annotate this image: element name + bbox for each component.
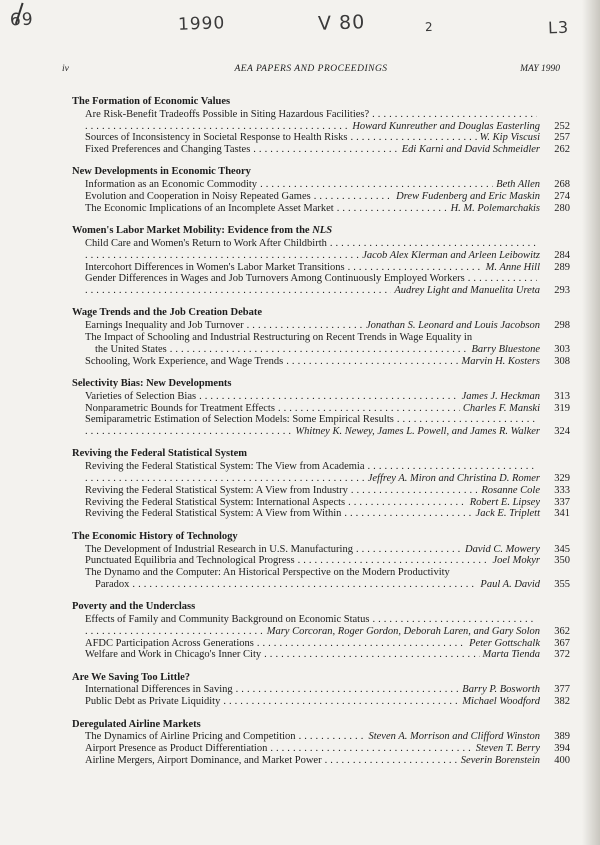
entry-page-number: 262	[554, 144, 570, 156]
entry-page-number: 394	[554, 743, 570, 755]
entry-authors: W. Kip Viscusi	[479, 132, 540, 144]
entry-title: Reviving the Federal Statistical System: The View from Academia	[85, 461, 365, 473]
toc-entry	[72, 320, 570, 332]
section-title-text: Poverty and the Underclass	[72, 601, 196, 613]
dot-leader	[85, 426, 292, 438]
dot-leader	[85, 473, 365, 485]
entry-page-number: 377	[554, 684, 570, 696]
entry-title: Child Care and Women's Return to Work After Childbirth	[85, 237, 327, 249]
page-number: iv	[62, 64, 69, 74]
handwritten-year: 1990	[177, 13, 226, 35]
section-title-text: Deregulated Airline Markets	[72, 718, 201, 730]
entry-page-number: 389	[554, 731, 570, 743]
toc-section	[72, 601, 570, 661]
entry-page-number: 345	[554, 543, 570, 555]
toc-entry	[72, 485, 570, 497]
dot-leader	[278, 403, 460, 415]
entry-page-number: 329	[554, 473, 570, 485]
entry-authors: Paul A. David	[480, 578, 540, 590]
toc-entry	[72, 273, 570, 297]
table-of-contents	[72, 96, 570, 777]
toc-entry	[72, 191, 570, 203]
handwritten-volume: V 80	[317, 11, 366, 35]
entry-authors: Steven A. Morrison and Clifford Winston	[368, 731, 540, 743]
entry-title-continued: Paradox	[95, 578, 130, 590]
entry-page-number: 337	[554, 496, 570, 508]
entry-line	[85, 144, 540, 156]
entry-line	[85, 332, 540, 344]
section-title	[72, 378, 570, 390]
entry-authors: Michael Woodford	[462, 696, 540, 708]
entry-title: Are Risk-Benefit Tradeoffs Possible in Siting Hazardous Facilities?	[85, 108, 370, 120]
entry-title: Semiparametric Estimation of Selection Models: Some Empirical Results	[85, 414, 394, 426]
section-title-text: The Economic History of Technology	[72, 530, 238, 542]
entry-title: The Dynamics of Airline Pricing and Competition	[85, 731, 296, 743]
toc-entry	[72, 391, 570, 403]
handwritten-left-number: 69	[9, 9, 34, 31]
entry-page-number: 382	[554, 696, 570, 708]
entry-line	[85, 285, 540, 297]
entry-line	[85, 344, 540, 356]
section-title	[72, 672, 570, 684]
entry-authors: Rosanne Cole	[481, 484, 540, 496]
handwritten-issue: 2	[424, 19, 434, 35]
handwritten-right-code: L3	[547, 17, 570, 38]
entry-authors: Barry Bluestone	[471, 343, 540, 355]
entry-authors: Charles F. Manski	[462, 402, 540, 414]
entry-title: Public Debt as Private Liquidity	[85, 696, 221, 708]
entry-authors: Jonathan S. Leonard and Louis Jacobson	[365, 320, 540, 332]
section-title	[72, 531, 570, 543]
dot-leader	[325, 755, 458, 767]
toc-entry	[72, 238, 570, 262]
entry-title: Sources of Inconsistency in Societal Response to Health Risks	[85, 132, 348, 144]
entry-line	[85, 614, 540, 626]
entry-line	[85, 473, 540, 485]
entry-page-number: 341	[554, 508, 570, 520]
entry-authors: Drew Fudenberg and Eric Maskin	[396, 191, 540, 203]
entry-page-number: 372	[554, 649, 570, 661]
entry-title: Nonparametric Bounds for Treatment Effects	[85, 402, 275, 414]
entry-line	[85, 485, 540, 497]
dot-leader	[257, 638, 466, 650]
entry-title: Intercohort Differences in Women's Labor Market Transitions	[85, 261, 345, 273]
entry-title: Gender Differences in Wages and Job Turnovers Among Continuously Employed Workers	[85, 273, 465, 285]
toc-entry	[72, 755, 570, 767]
toc-section	[72, 378, 570, 438]
toc-section	[72, 96, 570, 156]
section-title-text: Selectivity Bias: New Developments	[72, 377, 232, 389]
entry-title: Schooling, Work Experience, and Wage Trends	[85, 355, 284, 367]
entry-authors: Steven T. Berry	[475, 743, 540, 755]
entry-title: Punctuated Equilibria and Technological Progress	[85, 555, 295, 567]
entry-authors: Audrey Light and Manuelita Ureta	[394, 285, 540, 297]
toc-entry	[72, 731, 570, 743]
section-title	[72, 601, 570, 613]
toc-entry	[72, 144, 570, 156]
dot-leader	[247, 320, 363, 332]
entry-authors: M. Anne Hill	[485, 261, 540, 273]
entry-authors: Mary Corcoran, Roger Gordon, Deborah Laren, and Gary Solon	[266, 625, 540, 637]
entry-authors: Howard Kunreuther and Douglas Easterling	[352, 120, 540, 132]
toc-entry	[72, 403, 570, 415]
entry-page-number: 252	[554, 120, 570, 132]
entry-authors: Jeffrey A. Miron and Christina D. Romer	[367, 473, 540, 485]
entry-line	[85, 544, 540, 556]
entry-authors: Jacob Alex Klerman and Arleen Leibowitz	[362, 249, 540, 261]
running-head	[62, 64, 560, 78]
section-title	[72, 719, 570, 731]
toc-entry	[72, 544, 570, 556]
entry-page-number: 257	[554, 132, 570, 144]
toc-entry	[72, 109, 570, 133]
entry-line	[85, 508, 540, 520]
toc-entry	[72, 203, 570, 215]
toc-section	[72, 166, 570, 214]
entry-page-number: 367	[554, 637, 570, 649]
entry-line	[85, 638, 540, 650]
entry-line	[85, 743, 540, 755]
toc-entry	[72, 567, 570, 591]
entry-authors: Jack E. Triplett	[475, 508, 540, 520]
toc-entry	[72, 414, 570, 438]
section-title-text: Wage Trends and the Job Creation Debate	[72, 307, 262, 319]
dot-leader	[170, 344, 469, 356]
entry-title: The Dynamo and the Computer: An Historical Perspective on the Modern Productivity	[85, 567, 450, 579]
toc-section	[72, 307, 570, 367]
entry-authors: Whitney K. Newey, James L. Powell, and James R. Walker	[295, 426, 540, 438]
entry-line	[85, 273, 540, 285]
section-title-text: New Developments in Economic Theory	[72, 166, 251, 178]
toc-entry	[72, 332, 570, 356]
entry-line	[85, 320, 540, 332]
dot-leader	[348, 262, 483, 274]
issue-date: MAY 1990	[520, 64, 560, 74]
entry-line	[85, 696, 540, 708]
entry-line	[85, 179, 540, 191]
dot-leader	[372, 614, 537, 626]
toc-entry	[72, 356, 570, 368]
entry-title: Reviving the Federal Statistical System: A View from Industry	[85, 484, 348, 496]
entry-authors: H. M. Polemarchakis	[450, 202, 540, 214]
entry-line	[85, 579, 540, 591]
entry-page-number: 308	[554, 355, 570, 367]
entry-title: Earnings Inequality and Job Turnover	[85, 320, 244, 332]
section-title	[72, 448, 570, 460]
entry-line	[85, 567, 540, 579]
entry-title: Reviving the Federal Statistical System: A View from Within	[85, 508, 342, 520]
entry-page-number: 319	[554, 402, 570, 414]
dot-leader	[85, 626, 264, 638]
entry-title: Airline Mergers, Airport Dominance, and Market Power	[85, 754, 322, 766]
dot-leader	[132, 579, 477, 591]
toc-entry	[72, 132, 570, 144]
entry-title: Varieties of Selection Bias	[85, 390, 197, 402]
entry-title: The Development of Industrial Research in U.S. Manufacturing	[85, 543, 353, 555]
entry-page-number: 284	[554, 249, 570, 261]
entry-line	[85, 203, 540, 215]
section-title	[72, 225, 570, 237]
section-title-text: Are We Saving Too Little?	[72, 671, 191, 683]
entry-page-number: 350	[554, 555, 570, 567]
entry-title: Fixed Preferences and Changing Tastes	[85, 144, 251, 156]
section-title	[72, 166, 570, 178]
entry-authors: Marvin H. Kosters	[461, 355, 540, 367]
entry-title: Effects of Family and Community Background on Economic Status	[85, 613, 370, 625]
entry-line	[85, 109, 540, 121]
dot-leader	[344, 508, 472, 520]
entry-line	[85, 497, 540, 509]
entry-authors: Beth Allen	[496, 179, 540, 191]
toc-entry	[72, 262, 570, 274]
entry-page-number: 268	[554, 179, 570, 191]
dot-leader	[298, 555, 490, 567]
dot-leader	[264, 649, 479, 661]
toc-section	[72, 531, 570, 591]
entry-page-number: 313	[554, 390, 570, 402]
toc-entry	[72, 497, 570, 509]
entry-title-continued: the United States	[95, 343, 167, 355]
entry-line	[85, 262, 540, 274]
dot-leader	[85, 121, 349, 133]
entry-authors: Peter Gottschalk	[469, 637, 540, 649]
entry-line	[85, 731, 540, 743]
toc-entry	[72, 461, 570, 485]
page-edge-shadow	[582, 0, 600, 845]
section-title-text: Women's Labor Market Mobility: Evidence from the	[72, 225, 310, 237]
toc-entry	[72, 555, 570, 567]
toc-entry	[72, 743, 570, 755]
entry-page-number: 293	[554, 285, 570, 297]
dot-leader	[468, 273, 537, 285]
toc-entry	[72, 508, 570, 520]
entry-line	[85, 391, 540, 403]
dot-leader	[351, 485, 479, 497]
entry-line	[85, 684, 540, 696]
dot-leader	[286, 356, 458, 368]
dot-leader	[85, 250, 359, 262]
toc-section	[72, 448, 570, 520]
entry-page-number: 355	[554, 578, 570, 590]
entry-line	[85, 555, 540, 567]
entry-page-number: 274	[554, 191, 570, 203]
journal-title: AEA PAPERS AND PROCEEDINGS	[234, 64, 388, 74]
dot-leader	[348, 497, 467, 509]
entry-page-number: 333	[554, 484, 570, 496]
dot-leader	[85, 285, 391, 297]
section-title-text: Reviving the Federal Statistical System	[72, 448, 247, 460]
dot-leader	[223, 696, 459, 708]
entry-line	[85, 121, 540, 133]
dot-leader	[372, 109, 537, 121]
toc-entry	[72, 649, 570, 661]
dot-leader	[270, 743, 472, 755]
toc-entry	[72, 684, 570, 696]
dot-leader	[337, 203, 448, 215]
entry-authors: James J. Heckman	[461, 390, 540, 402]
entry-page-number: 400	[554, 754, 570, 766]
entry-line	[85, 461, 540, 473]
toc-section	[72, 672, 570, 708]
dot-leader	[330, 238, 537, 250]
section-title-italic: NLS	[312, 225, 333, 237]
entry-authors: David C. Mowery	[465, 543, 540, 555]
entry-line	[85, 191, 540, 203]
entry-title: The Impact of Schooling and Industrial Restructuring on Recent Trends in Wage Equality in	[85, 332, 473, 344]
dot-leader	[368, 461, 537, 473]
entry-title: Welfare and Work in Chicago's Inner City	[85, 649, 262, 661]
entry-authors: Robert E. Lipsey	[469, 496, 540, 508]
dot-leader	[299, 731, 366, 743]
toc-section	[72, 719, 570, 767]
entry-title: International Differences in Saving	[85, 684, 233, 696]
entry-authors: Edi Karni and David Schmeidler	[401, 144, 540, 156]
entry-authors: Joel Mokyr	[492, 555, 540, 567]
entry-title: Airport Presence as Product Differentiation	[85, 743, 268, 755]
entry-line	[85, 414, 540, 426]
dot-leader	[253, 144, 398, 156]
entry-line	[85, 426, 540, 438]
toc-entry	[72, 638, 570, 650]
entry-line	[85, 132, 540, 144]
entry-line	[85, 356, 540, 368]
entry-title: AFDC Participation Across Generations	[85, 637, 254, 649]
dot-leader	[397, 414, 537, 426]
entry-page-number: 324	[554, 426, 570, 438]
dot-leader	[314, 191, 393, 203]
entry-page-number: 362	[554, 625, 570, 637]
entry-line	[85, 649, 540, 661]
entry-authors: Marta Tienda	[482, 649, 540, 661]
entry-line	[85, 755, 540, 767]
dot-leader	[199, 391, 458, 403]
entry-authors: Barry P. Bosworth	[462, 684, 540, 696]
toc-entry	[72, 179, 570, 191]
section-title-text: The Formation of Economic Values	[72, 96, 231, 107]
entry-line	[85, 238, 540, 250]
section-title	[72, 96, 570, 108]
toc-entry	[72, 696, 570, 708]
entry-title: The Economic Implications of an Incomplete Asset Market	[85, 202, 334, 214]
entry-page-number: 280	[554, 202, 570, 214]
entry-title: Reviving the Federal Statistical System: International Aspects	[85, 496, 346, 508]
toc-entry	[72, 614, 570, 638]
entry-line	[85, 250, 540, 262]
entry-line	[85, 403, 540, 415]
entry-line	[85, 626, 540, 638]
dot-leader	[260, 179, 493, 191]
entry-page-number: 289	[554, 261, 570, 273]
dot-leader	[350, 132, 476, 144]
section-title	[72, 307, 570, 319]
entry-authors: Severin Borenstein	[460, 754, 540, 766]
entry-page-number: 303	[554, 343, 570, 355]
entry-page-number: 298	[554, 320, 570, 332]
entry-title: Evolution and Cooperation in Noisy Repeated Games	[85, 191, 311, 203]
toc-section	[72, 225, 570, 297]
dot-leader	[356, 544, 462, 556]
entry-title: Information as an Economic Commodity	[85, 179, 258, 191]
dot-leader	[236, 684, 460, 696]
